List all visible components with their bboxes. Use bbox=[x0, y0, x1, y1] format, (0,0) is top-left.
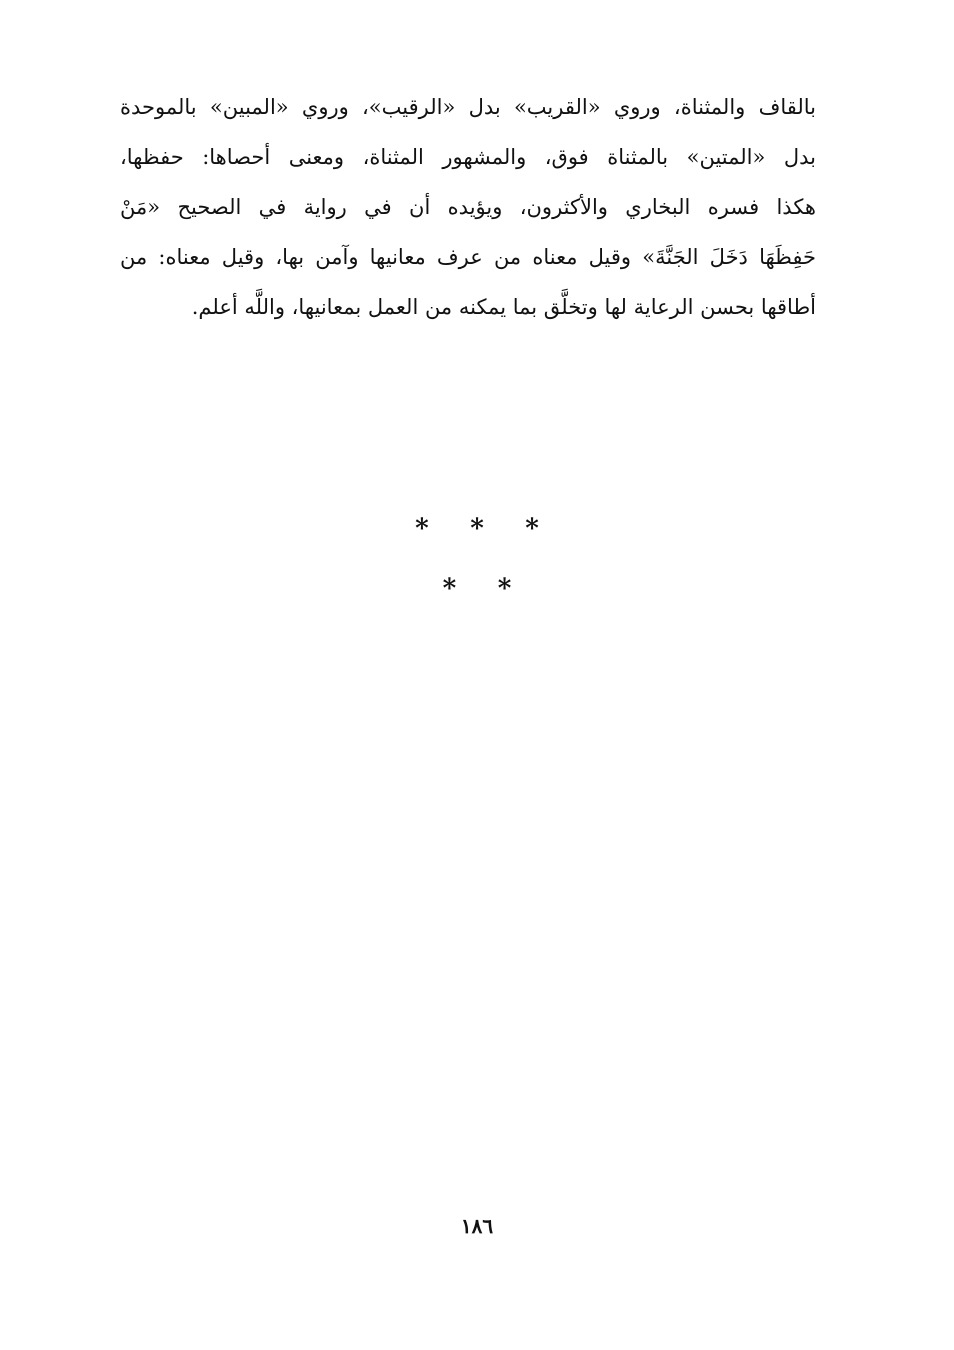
asterisk-ornament: * bbox=[442, 574, 457, 604]
text-line-2: بدل «المتين» بالمثناة فوق، والمشهور المثناة، ومعنى أحصاها: حفظها، bbox=[120, 145, 816, 169]
asterisk-ornament: * bbox=[525, 514, 539, 544]
section-separator-top-row bbox=[0, 514, 954, 544]
asterisk-ornament: * bbox=[497, 574, 512, 604]
asterisk-ornament: * bbox=[415, 514, 429, 544]
text-line-5: أطاقها بحسن الرعاية لها وتخلَّق بما يمكنه من العمل بمعانيها، واللَّه أعلم. bbox=[191, 295, 816, 319]
text-line-1: بالقاف والمثناة، وروي «القريب» بدل «الرقيب»، وروي «المبين» بالموحدة bbox=[120, 95, 816, 119]
asterisk-ornament: * bbox=[470, 514, 484, 544]
text-line-3: هكذا فسره البخاري والأكثرون، ويؤيده أن في رواية في الصحيح «مَنْ bbox=[120, 195, 816, 219]
text-line-4: حَفِظَهَا دَخَلَ الجَنَّةَ» وقيل معناه من عرف معانيها وآمن بها، وقيل معناه: من bbox=[120, 245, 816, 269]
main-paragraph bbox=[120, 82, 816, 332]
page-number: ١٨٦ bbox=[460, 1214, 494, 1238]
section-separator-bottom-row bbox=[0, 574, 954, 604]
